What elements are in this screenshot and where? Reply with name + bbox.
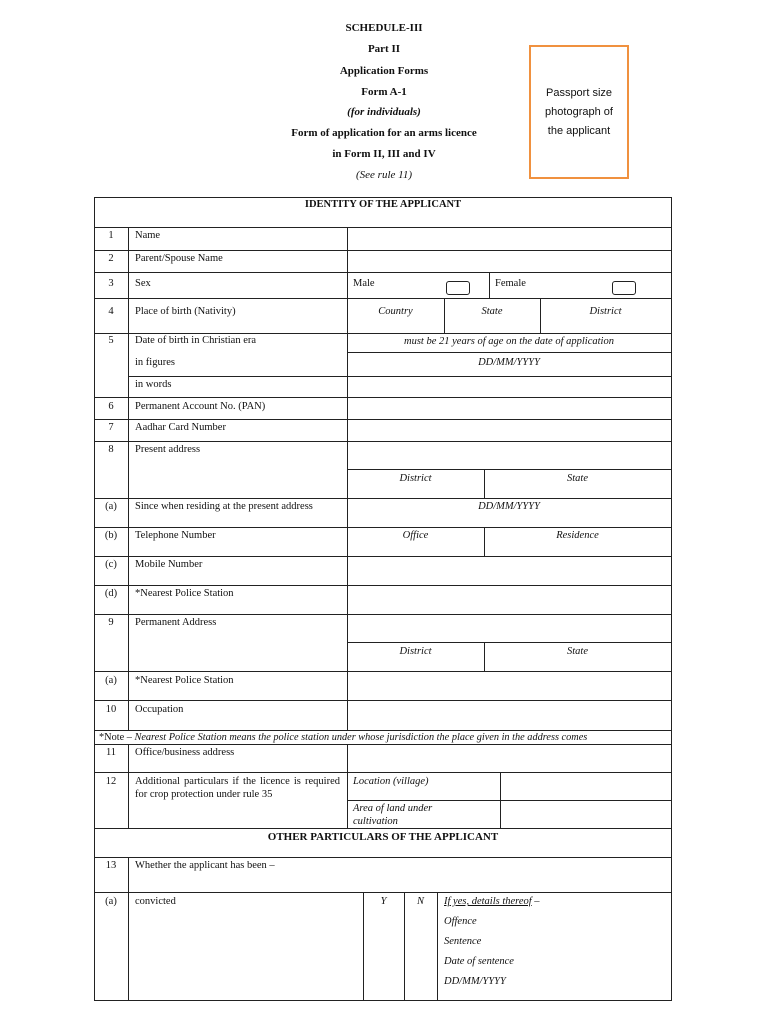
row-8c-number: (c) — [105, 559, 117, 570]
permanent-police-station-field[interactable] — [348, 672, 671, 700]
place-of-birth-label: Place of birth (Nativity) — [135, 306, 236, 317]
permanent-address-label: Permanent Address — [135, 617, 217, 628]
note-prefix: *Note – — [99, 732, 132, 743]
in-figures-label: in figures — [135, 357, 175, 368]
date-of-birth-label: Date of birth in Christian era — [135, 335, 257, 346]
convicted-label: convicted — [135, 896, 176, 907]
office-phone-field[interactable]: Office — [402, 530, 429, 541]
residence-phone-field[interactable]: Residence — [556, 530, 599, 541]
row-5-number: 5 — [108, 335, 114, 346]
row-3-number: 3 — [108, 278, 114, 289]
row-8a-number: (a) — [105, 501, 117, 512]
in-words-label: in words — [135, 379, 172, 390]
dob-figures-field[interactable]: DD/MM/YYYY — [478, 357, 540, 368]
form-title-line1: Form of application for an arms licence — [291, 127, 477, 139]
present-state-field[interactable]: State — [567, 473, 588, 484]
pan-field[interactable] — [348, 398, 671, 419]
date-of-sentence-label: Date of sentence — [444, 956, 514, 967]
row-1-number: 1 — [108, 230, 114, 241]
present-police-station-field[interactable] — [348, 586, 671, 614]
residing-since-field[interactable]: DD/MM/YYYY — [478, 501, 540, 512]
mobile-field[interactable] — [348, 557, 671, 585]
row-7-number: 7 — [108, 422, 114, 433]
sex-label: Sex — [135, 278, 151, 289]
office-address-label: Office/business address — [135, 747, 235, 758]
aadhar-label: Aadhar Card Number — [135, 422, 226, 433]
parent-spouse-field[interactable] — [348, 251, 671, 272]
rule-reference: (See rule 11) — [356, 169, 412, 181]
mobile-label: Mobile Number — [135, 559, 203, 570]
row-2-number: 2 — [108, 253, 114, 264]
permanent-district-field[interactable]: District — [399, 646, 432, 657]
age-requirement-note: must be 21 years of age on the date of application — [404, 336, 614, 347]
row-4-number: 4 — [108, 306, 114, 317]
row-13a-number: (a) — [105, 896, 117, 907]
details-dash: – — [531, 896, 540, 907]
row-6-number: 6 — [108, 401, 114, 412]
area-of-land-line2: cultivation — [353, 816, 398, 827]
row-9-number: 9 — [108, 617, 114, 628]
row-12-number: 12 — [105, 776, 117, 787]
convicted-yes-option[interactable]: Y — [380, 896, 387, 907]
present-address-label: Present address — [135, 444, 201, 455]
passport-photo-box[interactable] — [529, 45, 629, 179]
name-field[interactable] — [348, 228, 671, 250]
permanent-police-station-label: *Nearest Police Station — [135, 675, 234, 686]
row-8-number: 8 — [108, 444, 114, 455]
district-field[interactable]: District — [589, 306, 622, 317]
dob-words-field[interactable] — [348, 377, 671, 397]
row-11-number: 11 — [105, 747, 117, 758]
offence-field[interactable]: Offence — [444, 916, 477, 927]
pan-label: Permanent Account No. (PAN) — [135, 401, 266, 412]
row-10-number: 10 — [105, 704, 117, 715]
row-13-number: 13 — [105, 860, 117, 871]
state-field[interactable]: State — [481, 306, 503, 317]
residing-since-label: Since when residing at the present address — [135, 501, 313, 512]
office-address-field[interactable] — [348, 745, 671, 772]
crop-protection-label: Additional particulars if the licence is required for crop protection under rule 35 — [135, 776, 340, 800]
permanent-address-field[interactable] — [348, 615, 671, 642]
occupation-field[interactable] — [348, 701, 671, 730]
name-label: Name — [135, 230, 161, 241]
telephone-label: Telephone Number — [135, 530, 216, 541]
row-8d-number: (d) — [104, 588, 118, 599]
police-station-note — [99, 731, 671, 744]
convicted-no-option[interactable]: N — [416, 896, 424, 907]
form-number: Form A-1 — [361, 86, 407, 98]
passport-photo-label: Passport size photograph of the applicant — [545, 86, 613, 137]
area-of-land-line1: Area of land under — [353, 803, 433, 814]
conviction-details-heading — [444, 895, 669, 908]
permanent-state-field[interactable]: State — [567, 646, 588, 657]
area-of-land-label — [353, 802, 498, 828]
male-checkbox[interactable] — [446, 281, 470, 295]
section-other-particulars-heading: OTHER PARTICULARS OF THE APPLICANT — [267, 831, 499, 843]
section-identity-heading: IDENTITY OF THE APPLICANT — [304, 199, 462, 210]
present-address-field[interactable] — [348, 442, 671, 469]
present-district-field[interactable]: District — [399, 473, 432, 484]
forms-heading: Application Forms — [339, 65, 429, 77]
row-9a-number: (a) — [105, 675, 117, 686]
parent-spouse-label: Parent/Spouse Name — [135, 253, 223, 264]
occupation-label: Occupation — [135, 704, 184, 715]
form-title-line2: in Form II, III and IV — [332, 148, 436, 160]
aadhar-field[interactable] — [348, 420, 671, 441]
if-yes-details: If yes, details thereof — [444, 896, 532, 907]
for-individuals: (for individuals) — [347, 106, 421, 118]
note-text: Nearest Police Station means the police station under whose jurisdiction the place given in the address comes — [134, 732, 588, 743]
female-checkbox[interactable] — [612, 281, 636, 295]
whether-applicant-label: Whether the applicant has been – — [135, 860, 275, 871]
male-label: Male — [353, 278, 375, 289]
location-village-label: Location (village) — [353, 776, 429, 787]
date-of-sentence-field[interactable]: DD/MM/YYYY — [444, 976, 506, 987]
present-police-station-label: *Nearest Police Station — [135, 588, 234, 599]
row-8b-number: (b) — [104, 530, 118, 541]
female-label: Female — [495, 278, 526, 289]
area-of-land-field[interactable] — [501, 801, 671, 828]
country-field[interactable]: Country — [378, 306, 413, 317]
location-village-field[interactable] — [501, 773, 671, 800]
schedule-heading: SCHEDULE-III — [345, 22, 423, 34]
sentence-field[interactable]: Sentence — [444, 936, 482, 947]
part-heading: Part II — [367, 43, 401, 55]
